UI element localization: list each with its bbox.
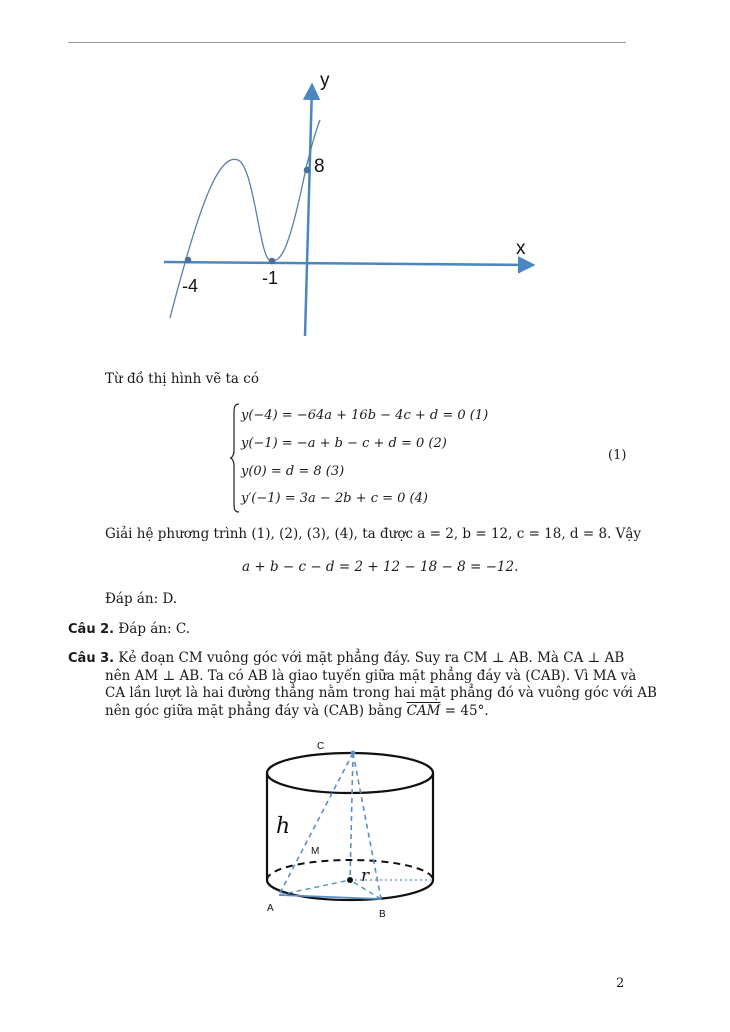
label-minus4: -4 [182,276,199,296]
center-point [347,877,353,883]
label-h: h [276,814,291,839]
header-rule [68,42,626,43]
equation-system [229,402,559,514]
cau3-label: Câu 3. [68,651,115,666]
cau3-line-2: nên AM ⊥ AB. Ta có AB là giao tuyến giữa mặt phẳng đáy và (CAB). Vì MA và [105,667,637,684]
apex-point [351,751,356,756]
solve-text: Giải hệ phương trình (1), (2), (3), (4), ta được a = 2, b = 12, c = 18, d = 8. Vậy [105,526,642,542]
result-equation: a + b − c − d = 2 + 12 − 18 − 8 = −12. [242,559,519,575]
label-8: 8 [314,156,325,177]
cau3-line-3: CA lần lượt là hai đường thẳng nằm trong hai mặt phẳng đó và vuông góc với AB [105,685,657,701]
cau3-block [68,650,657,720]
top-ellipse [267,753,433,793]
equation-number: (1) [608,448,627,463]
cylinder-figure [255,735,445,925]
system-line-3: y(0) = d = 8 (3) [241,464,345,479]
angle-cam: $\overline{CAM}$ [406,702,441,719]
answer-1: Đáp án: D. [105,591,178,607]
system-line-4: y′(−1) = 3a − 2b + c = 0 (4) [241,491,428,506]
cau2-label: Câu 2. [68,622,115,637]
angle-value: = 45°. [440,702,489,719]
y-axis-label: y [320,70,330,91]
point-8 [304,167,311,174]
label-a: A [267,903,274,914]
label-minus1: -1 [262,268,279,288]
cau3-line-1: Kẻ đoạn CM vuông góc với mặt phẳng đáy. Suy ra CM ⊥ AB. Mà CA ⊥ AB [118,650,625,666]
label-m: M [311,846,320,857]
line-am [279,880,350,895]
x-axis-label: x [516,238,526,259]
cubic-graph [150,60,550,350]
label-r: r [361,866,370,886]
point-minus1 [269,258,276,265]
cau3-line-4: nên góc giữa mặt phẳng đáy và (CAB) bằng [105,702,407,719]
label-b: B [379,909,386,920]
label-c: C [317,741,325,752]
x-axis [164,262,532,265]
cau2-block [68,620,190,639]
cau2-text: Đáp án: C. [118,621,190,637]
system-line-1: y(−4) = −64a + 16b − 4c + d = 0 (1) [241,408,489,423]
y-axis [305,86,312,336]
left-brace [229,402,241,514]
page-number: 2 [616,976,625,991]
system-line-2: y(−1) = −a + b − c + d = 0 (2) [241,436,447,451]
intro-text: Từ đồ thị hình vẽ ta có [105,371,259,387]
point-minus4 [185,257,192,264]
